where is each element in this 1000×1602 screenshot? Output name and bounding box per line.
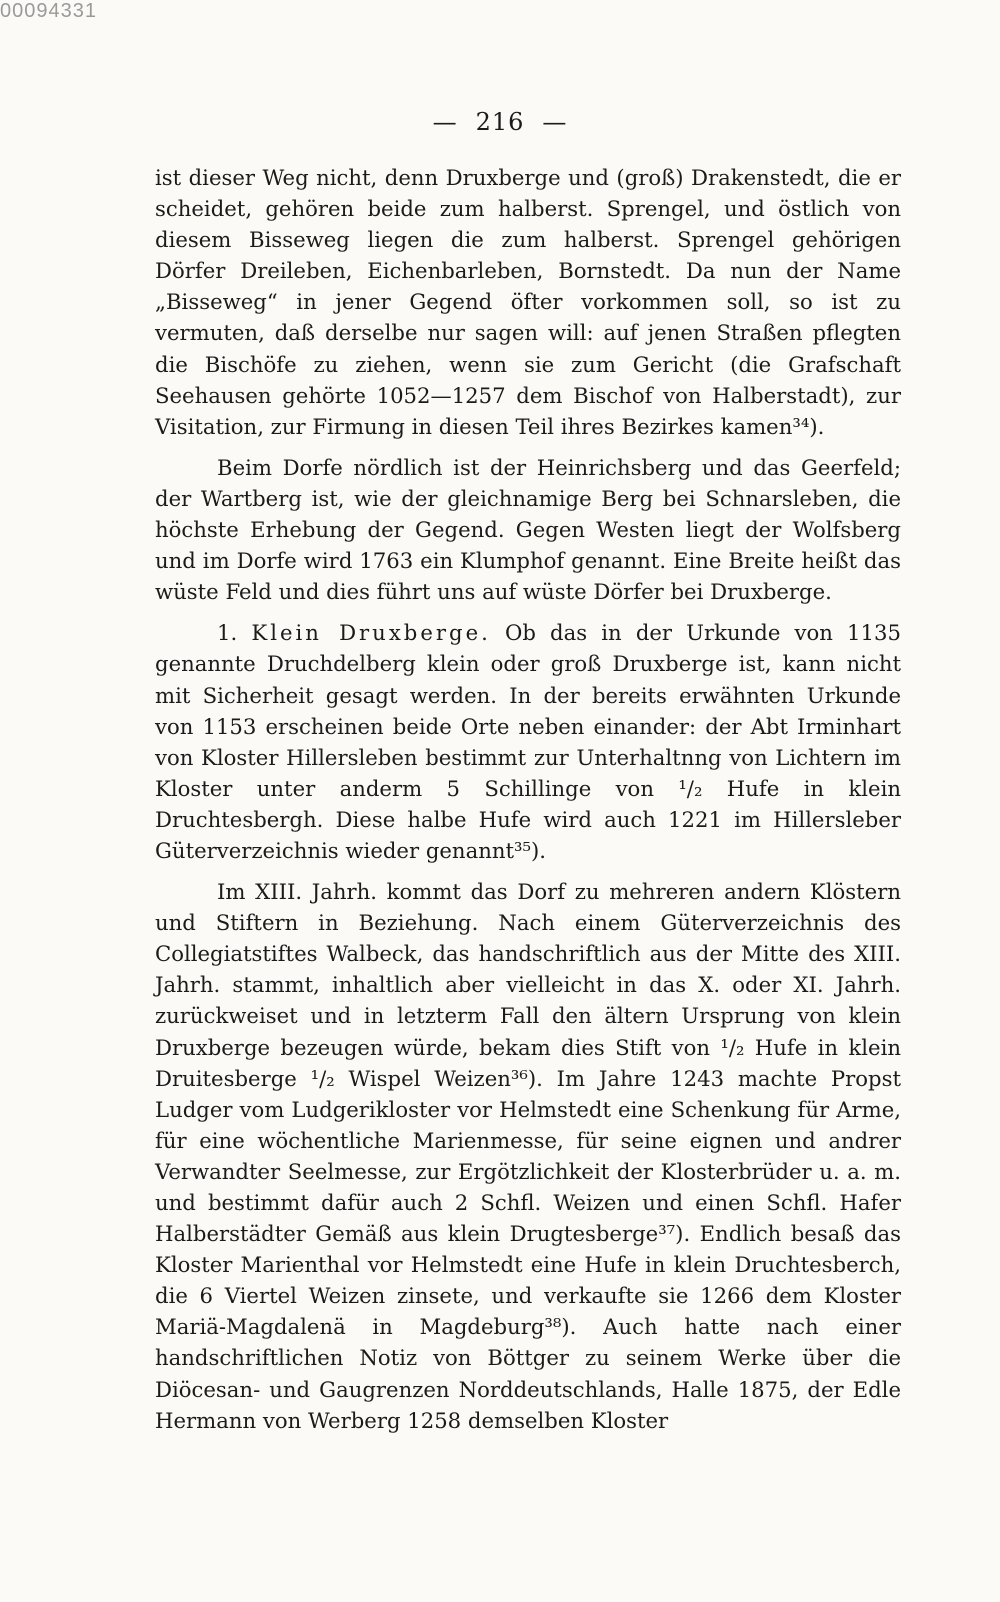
archive-stamp: 00094331 — [0, 0, 97, 22]
paragraph-3 — [155, 617, 901, 866]
paragraph-2: Beim Dorfe nördlich ist der Heinrichsberg und das Geerfeld; der Wartberg ist, wie der gleichnamige Berg bei Schnarsleben, die höchste Erhebung der Gegend. Gegen Westen liegt der Wolfsberg und im Dorfe wird 1763 ein Klumphof genannt. Eine Breite heißt das wüste Feld und dies führt uns auf wüste Dörfer bei Druxberge. — [155, 454, 901, 605]
page-number: 216 — [475, 108, 525, 136]
section-number: 1. — [217, 620, 238, 646]
paragraph-3-text: Ob das in der Urkunde von 1135 genannte Druchdelberg klein oder groß Druxberge ist, kann nicht mit Sicherheit gesagt werden. In der bereits erwähnten Urkunde von 1153 erscheinen beide Orte neben einander: der Abt Irminhart von Kloster Hillersleben bestimmt zur Unterhaltnng von Lichtern im Kloster unter anderm 5 Schillinge von ¹/₂ Hufe in klein Druchtesbergh. Diese halbe Hufe wird auch 1221 im Hillersleber Güterverzeichnis wieder genannt³⁵). — [155, 620, 901, 863]
paragraph-4: Im XIII. Jahrh. kommt das Dorf zu mehreren andern Klöstern und Stiftern in Beziehung. Nach einem Güterverzeichnis des Collegiatstiftes Walbeck, das handschriftlich aus der Mitte des XIII. Jahrh. stammt, inhaltlich aber vielleicht in das X. oder XI. Jahrh. zurückweiset und in letzterm Fall den ältern Ursprung von klein Druxberge bezeugen würde, bekam dies Stift von ¹/₂ Hufe in klein Druitesberge ¹/₂ Wispel Weizen³⁶). Im Jahre 1243 machte Propst Ludger vom Ludgerikloster vor Helmstedt eine Schenkung für Arme, für eine wöchentliche Marienmesse, für seine eignen und andrer Verwandter Seelmesse, zur Ergötzlichkeit der Klosterbrüder u. a. m. und bestimmt dafür auch 2 Schfl. Weizen und einen Schfl. Hafer Halberstädter Gemäß aus klein Drugtesberge³⁷). Endlich besaß das Kloster Marienthal vor Helmstedt eine Hufe in klein Druchtesberch, die 6 Viertel Weizen zinsete, und verkaufte sie 1266 dem Kloster Mariä-Magdalenä in Magdeburg³⁸). Auch hatte nach einer handschriftlichen Notiz von Böttger zu seinem Werke über die Diöcesan- und Gaugrenzen Norddeutschlands, Halle 1875, der Edle Hermann von Werberg 1258 demselben Kloster — [155, 879, 901, 1433]
header-dash-right: — — [542, 108, 568, 136]
paragraph-1: ist dieser Weg nicht, denn Druxberge und (groß) Drakenstedt, die er scheidet, gehören beide zum halberst. Sprengel, und östlich von diesem Bisseweg liegen die zum halberst. Sprengel gehörigen Dörfer Dreileben, Eichenbarleben, Bornstedt. Da nun der Name „Bisseweg“ in jener Gegend öfter vorkommen soll, so ist zu vermuten, daß derselbe nur sagen will: auf jenen Straßen pflegten die Bischöfe zu ziehen, wenn sie zum Gericht (die Grafschaft Seehausen gehörte 1052—1257 dem Bischof von Halberstadt), zur Visitation, zur Firmung in diesen Teil ihres Bezirkes kamen³⁴). — [155, 165, 901, 439]
page-header — [0, 108, 1000, 136]
section-title: Klein Druxberge. — [251, 620, 491, 646]
body-text — [155, 162, 901, 1436]
header-dash-left: — — [432, 108, 458, 136]
